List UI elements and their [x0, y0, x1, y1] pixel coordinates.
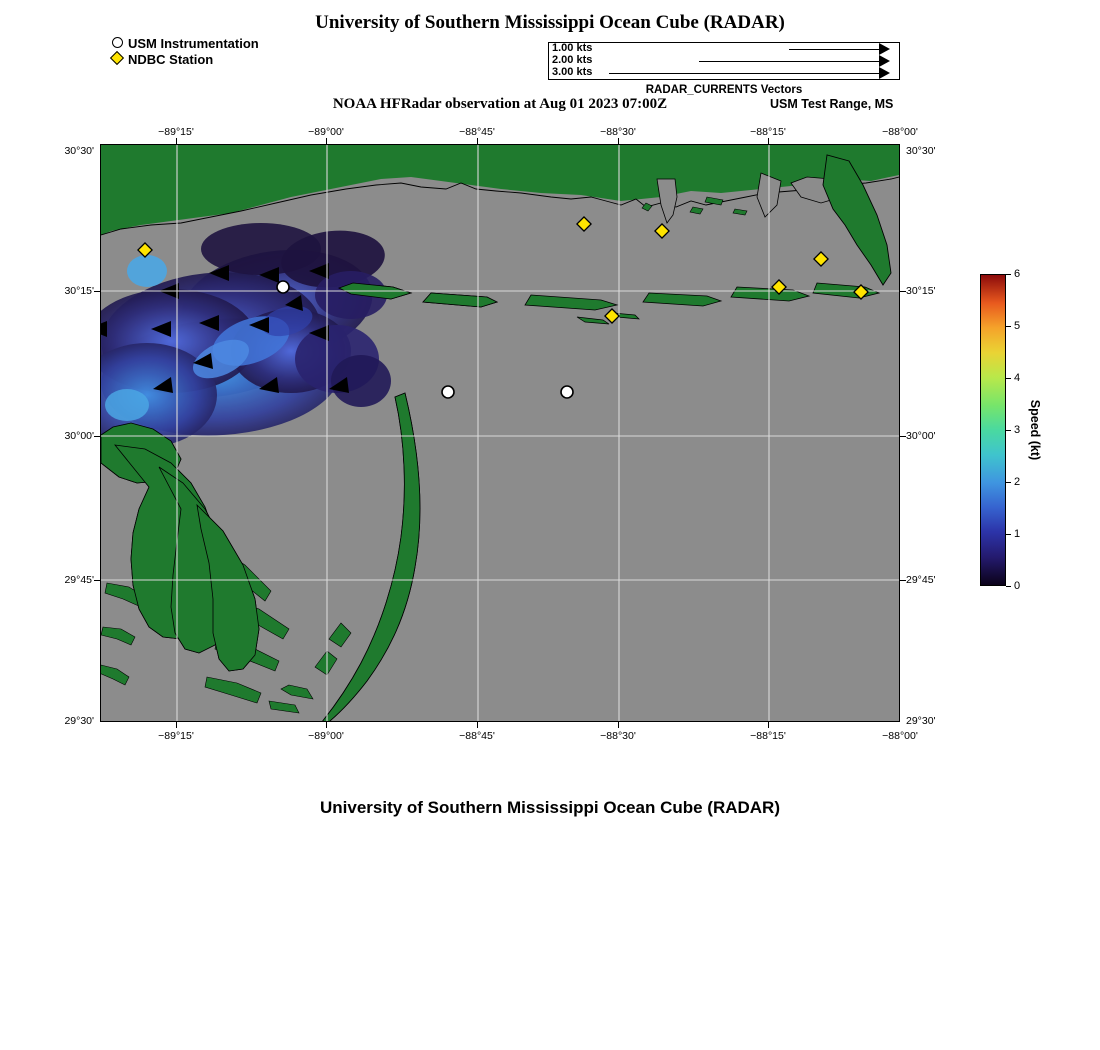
x-tick-top-3: −88°45'	[459, 126, 495, 138]
range-label: USM Test Range, MS	[770, 97, 894, 111]
tick-mark	[477, 722, 478, 728]
colorbar-tick-label-1: 1	[1014, 528, 1021, 540]
y-tick-left-5: 29°30'	[64, 715, 94, 727]
tick-mark	[94, 291, 100, 292]
colorbar-tick-label-4: 4	[1014, 372, 1021, 384]
x-tick-bottom-2: −89°00'	[308, 730, 344, 742]
tick-mark	[618, 138, 619, 144]
x-tick-top-5: −88°15'	[750, 126, 786, 138]
tick-mark	[326, 138, 327, 144]
y-tick-right-2: 30°15'	[906, 285, 936, 297]
tick-mark	[900, 291, 906, 292]
x-tick-top-2: −89°00'	[308, 126, 344, 138]
x-tick-top-1: −89°15'	[158, 126, 194, 138]
x-tick-bottom-4: −88°30'	[600, 730, 636, 742]
vector-key-arrow-icon	[879, 67, 890, 79]
tick-mark	[94, 436, 100, 437]
y-tick-left-1: 30°30'	[64, 145, 94, 157]
vector-key-line	[789, 49, 879, 50]
tick-mark	[176, 138, 177, 144]
colorbar-tick	[1006, 378, 1011, 379]
colorbar-title: Speed (kt)	[1028, 399, 1042, 461]
colorbar-tick-label-2: 2	[1014, 476, 1021, 488]
vector-key-line	[699, 61, 879, 62]
y-tick-right-5: 29°30'	[906, 715, 936, 727]
y-tick-left-4: 29°45'	[64, 574, 94, 586]
vector-key-label: 2.00 kts	[552, 54, 593, 66]
tick-mark	[900, 580, 906, 581]
legend-item-usm	[110, 36, 259, 51]
y-tick-left-3: 30°00'	[64, 430, 94, 442]
legend-item-label: USM Instrumentation	[128, 36, 259, 51]
vector-key-arrow-icon	[879, 43, 890, 55]
vector-key-row-1	[549, 43, 899, 55]
colorbar-tick	[1006, 326, 1011, 327]
y-tick-right-1: 30°30'	[906, 145, 936, 157]
y-tick-left-2: 30°15'	[64, 285, 94, 297]
vector-key-line	[609, 73, 879, 74]
diamond-marker-icon	[110, 52, 128, 67]
y-tick-right-3: 30°00'	[906, 430, 936, 442]
map-canvas[interactable]	[100, 144, 900, 722]
legend-item-ndbc	[110, 52, 259, 67]
vector-key-label: 1.00 kts	[552, 42, 593, 54]
colorbar-tick-label-6: 6	[1014, 268, 1021, 280]
colorbar-gradient	[980, 274, 1006, 586]
vector-key-arrow-icon	[879, 55, 890, 67]
colorbar-tick	[1006, 534, 1011, 535]
colorbar-tick	[1006, 586, 1011, 587]
x-tick-top-6: −88°00'	[882, 126, 918, 138]
tick-mark	[326, 722, 327, 728]
page-title: University of Southern Mississippi Ocean Cube (RADAR)	[315, 12, 785, 33]
tick-mark	[768, 138, 769, 144]
vector-scale-key	[548, 42, 900, 80]
legend-item-label: NDBC Station	[128, 52, 214, 67]
x-tick-bottom-3: −88°45'	[459, 730, 495, 742]
x-tick-bottom-6: −88°00'	[882, 730, 918, 742]
tick-mark	[176, 722, 177, 728]
vector-key-caption: RADAR_CURRENTS Vectors	[645, 84, 803, 96]
speed-colorbar	[980, 268, 1042, 592]
vector-key-label: 3.00 kts	[552, 66, 593, 78]
tick-mark	[94, 580, 100, 581]
x-tick-bottom-5: −88°15'	[750, 730, 786, 742]
tick-mark	[618, 722, 619, 728]
marker-legend	[110, 36, 259, 68]
colorbar-tick	[1006, 430, 1011, 431]
tick-mark	[768, 722, 769, 728]
tick-mark	[900, 436, 906, 437]
tick-mark	[477, 138, 478, 144]
colorbar-tick	[1006, 482, 1011, 483]
colorbar-tick-label-0: 0	[1014, 580, 1021, 592]
colorbar-tick	[1006, 274, 1011, 275]
vector-key-row-2	[549, 55, 899, 67]
x-tick-top-4: −88°30'	[600, 126, 636, 138]
circle-marker-icon	[110, 36, 128, 51]
colorbar-tick-label-3: 3	[1014, 424, 1021, 436]
vector-key-row-3	[549, 67, 899, 79]
x-tick-bottom-1: −89°15'	[158, 730, 194, 742]
observation-title: NOAA HFRadar observation at Aug 01 2023 07:00Z	[332, 96, 668, 112]
footer-title: University of Southern Mississippi Ocean Cube (RADAR)	[319, 798, 780, 817]
colorbar-tick-label-5: 5	[1014, 320, 1021, 332]
y-tick-right-4: 29°45'	[906, 574, 936, 586]
